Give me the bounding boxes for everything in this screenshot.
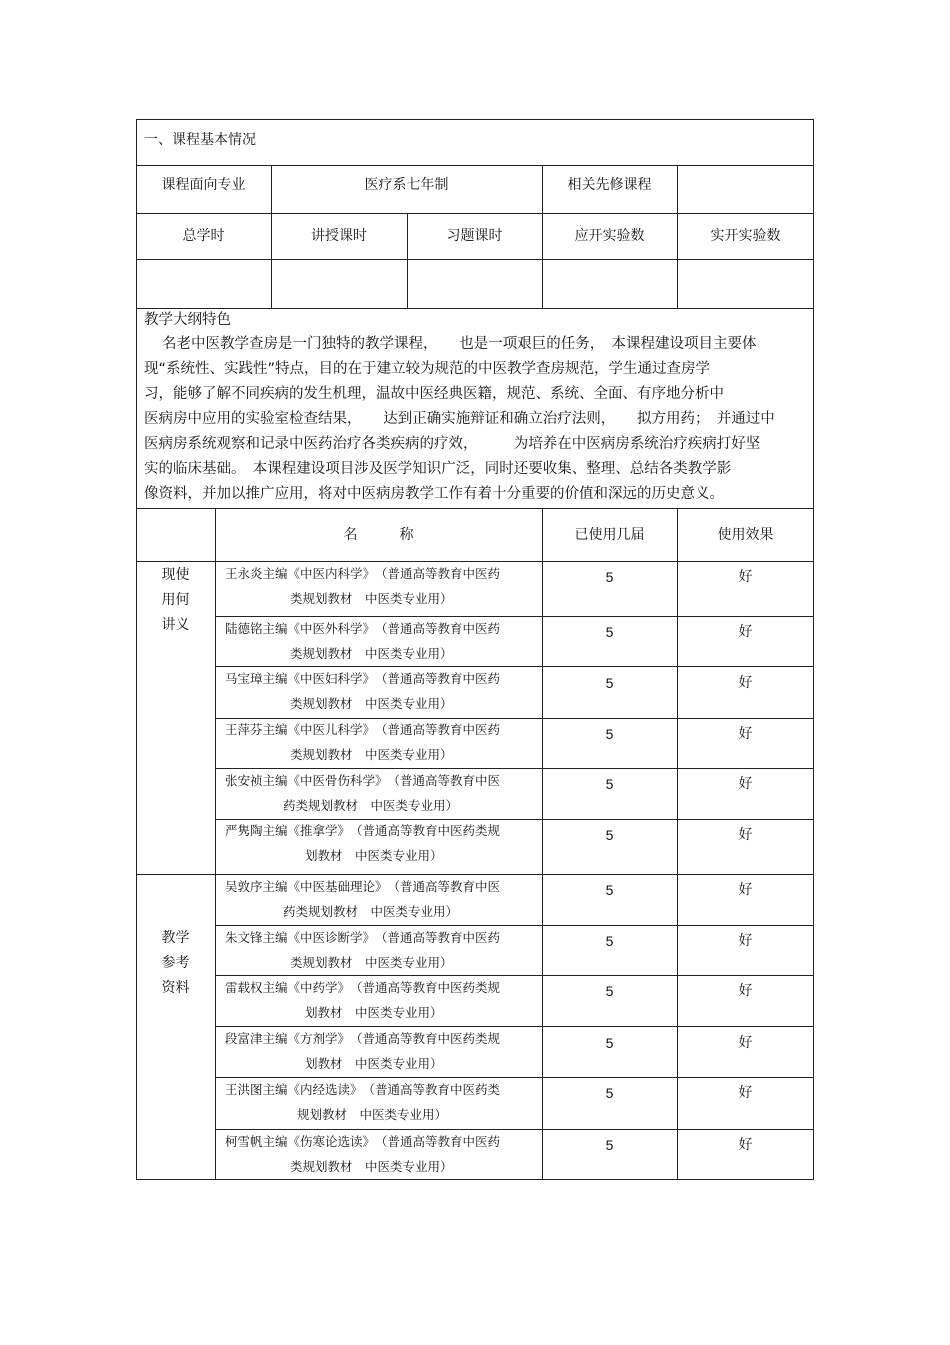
book-years: 5 [605,1137,614,1153]
book-effect: 好 [738,624,753,640]
syllabus-line: 实的临床基础。 本课程建设项目涉及医学知识广泛，同时还要收集、整理、总结各类教学影 [144,461,732,477]
group-label-lecture-notes: 用何 [161,592,190,608]
book-title-line1: 雷载权主编《中药学》 （普通高等教育中医药类规 [225,980,501,995]
group-label-reference: 资料 [161,980,190,996]
course-info-table [136,119,814,1180]
book-title-line1: 马宝璋主编《中医妇科学》 （普通高等教育中医药 [225,671,501,686]
book-effect: 好 [738,569,753,585]
book-effect: 好 [738,933,753,949]
hours-header-total: 总学时 [182,228,225,244]
major-value: 医疗系七年制 [364,177,449,193]
group-label-reference: 参考 [161,955,190,971]
major-label: 课程面向专业 [161,177,246,193]
book-title-line2: 划教材 中医类专业用） [305,848,443,863]
row-divider [136,308,814,309]
book-title-line1: 严隽陶主编《推拿学》 （普通高等教育中医药类规 [225,823,501,838]
book-title-line1: 张安祯主编《中医骨伤科学》 （普通高等教育中医 [225,773,501,788]
book-title-line2: 划教材 中医类专业用） [305,1056,443,1071]
book-title-line1: 陆德铭主编《中医外科学》 （普通高等教育中医药 [225,621,501,636]
book-years: 5 [605,1035,614,1051]
book-title-line1: 王洪图主编《内经选读》 （普通高等教育中医药类 [225,1082,501,1097]
book-title-line2: 规划教材 中医类专业用） [297,1107,448,1122]
row-divider [136,508,814,509]
book-row-divider [215,768,814,769]
book-effect: 好 [738,882,753,898]
group-label-lecture-notes: 现使 [161,567,190,583]
book-title-line2: 类规划教材 中医类专业用） [290,1159,453,1174]
book-years: 5 [605,827,614,843]
syllabus-line: 像资料，并加以推广应用，将对中医病房教学工作有着十分重要的价值和深远的历史意义。 [144,486,724,502]
book-years: 5 [605,776,614,792]
book-title-line2: 类规划教材 中医类专业用） [290,646,453,661]
book-title-line2: 类规划教材 中医类专业用） [290,955,453,970]
book-years: 5 [605,933,614,949]
book-effect: 好 [738,1035,753,1051]
book-effect: 好 [738,983,753,999]
col-divider [542,508,543,1180]
book-row-divider [215,819,814,820]
syllabus-line: 现“系统性、实践性”特点，目的在于建立较为规范的中医教学查房规范，学生通过查房学 [144,361,711,377]
book-title-line2: 类规划教材 中医类专业用） [290,747,453,762]
hours-header-exercise: 习题课时 [446,228,503,244]
syllabus-line: 名老中医教学查房是一门独特的教学课程， 也是一项艰巨的任务， 本课程建设项目主要体 [162,336,757,352]
book-row-divider [215,666,814,667]
book-title-line2: 类规划教材 中医类专业用） [290,591,453,606]
row-divider [136,213,814,214]
book-title-line1: 王永炎主编《中医内科学》 （普通高等教育中医药 [225,566,501,581]
section-title: 一、课程基本情况 [144,132,256,148]
book-row-divider [215,1129,814,1130]
book-effect: 好 [738,776,753,792]
book-row-divider [215,616,814,617]
book-row-divider [215,1026,814,1027]
book-title-line2: 药类规划教材 中医类专业用） [283,904,459,919]
syllabus-line: 医病房中应用的实验室检查结果， 达到正确实施辩证和确立治疗法则， 拟方用药； 并通过中 [144,411,775,427]
book-effect: 好 [738,675,753,691]
book-title-line1: 柯雪帆主编《伤寒论选读》 （普通高等教育中医药 [225,1134,501,1149]
col-divider [677,165,678,213]
book-title-line2: 药类规划教材 中医类专业用） [283,798,459,813]
prereq-label: 相关先修课程 [567,177,652,193]
book-title-line1: 王萍芬主编《中医儿科学》 （普通高等教育中医药 [225,722,501,737]
books-header-years: 已使用几届 [574,527,645,543]
books-header-name: 名 称 [343,527,414,543]
book-title-line1: 吴敦序主编《中医基础理论》 （普通高等教育中医 [225,879,501,894]
book-row-divider [215,975,814,976]
book-row-divider [215,925,814,926]
book-title-line1: 朱文锋主编《中医诊断学》 （普通高等教育中医药 [225,930,501,945]
group-divider [136,874,814,875]
hours-header-lecture: 讲授课时 [311,228,367,244]
book-effect: 好 [738,726,753,742]
syllabus-line: 习，能够了解不同疾病的发生机理，温故中医经典医籍，规范、系统、全面、有序地分析中 [144,386,724,402]
book-row-divider [215,718,814,719]
hours-header-actual-labs: 实开实验数 [710,228,781,244]
book-title-line2: 类规划教材 中医类专业用） [290,696,453,711]
book-years: 5 [605,624,614,640]
books-header-effect: 使用效果 [717,527,774,543]
syllabus-line: 医病房系统观察和记录中医药治疗各类疾病的疗效， 为培养在中医病房系统治疗疾病打好坚 [144,436,761,452]
book-years: 5 [605,882,614,898]
row-divider [136,165,814,166]
book-years: 5 [605,569,614,585]
book-title-line1: 段富津主编《方剂学》 （普通高等教育中医药类规 [225,1031,501,1046]
hours-header-planned-labs: 应开实验数 [574,228,645,244]
book-effect: 好 [738,1085,753,1101]
book-years: 5 [605,983,614,999]
row-divider [136,561,814,562]
syllabus-title: 教学大纲特色 [144,312,231,328]
book-row-divider [215,1077,814,1078]
group-label-lecture-notes: 讲义 [161,617,190,633]
book-years: 5 [605,726,614,742]
book-effect: 好 [738,1137,753,1153]
group-label-reference: 教学 [161,930,190,946]
col-divider [677,508,678,1180]
book-title-line2: 划教材 中医类专业用） [305,1005,443,1020]
col-divider [215,508,216,1180]
book-years: 5 [605,675,614,691]
row-divider [136,259,814,260]
book-effect: 好 [738,827,753,843]
book-years: 5 [605,1085,614,1101]
